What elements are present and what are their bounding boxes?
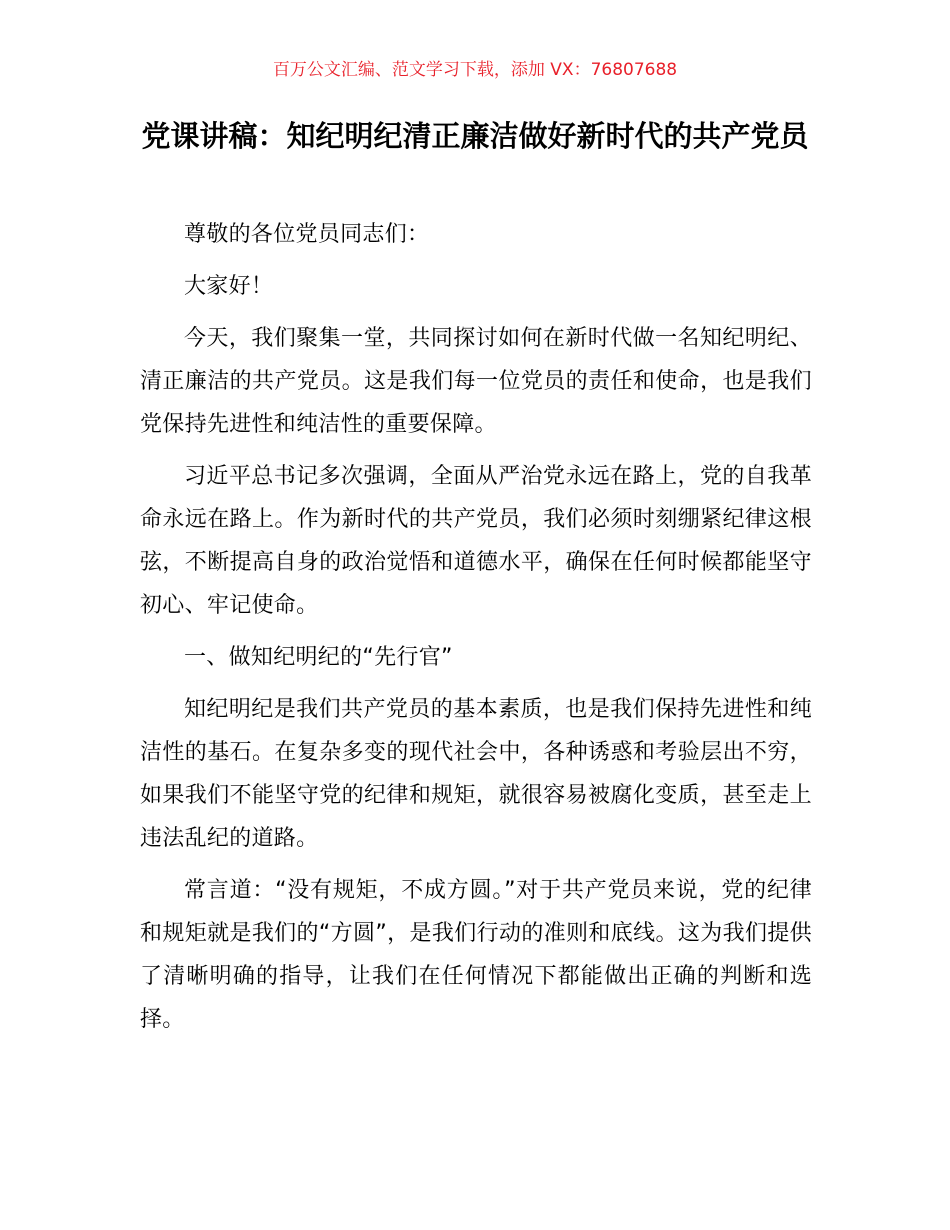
body-paragraph: 习近平总书记多次强调，全面从严治党永远在路上，党的自我革命永远在路上。作为新时代的共产党员，我们必须时刻绷紧纪律这根弦，不断提高自身的政治觉悟和道德水平，确保在任何时候都能坚守初心、牢记使命。 — [140, 464, 812, 618]
greeting: 大家好！ — [184, 274, 274, 299]
body-paragraph: 常言道：“没有规矩，不成方圆。”对于共产党员来说，党的纪律和规矩就是我们的“方圆”，是我们行动的准则和底线。这为我们提供了清晰明确的指导，让我们在任何情况下都能做出正确的判断和选择。 — [140, 878, 812, 1032]
body-paragraph: 知纪明纪是我们共产党员的基本素质，也是我们保持先进性和纯洁性的基石。在复杂多变的现代社会中，各种诱惑和考验层出不穷，如果我们不能坚守党的纪律和规矩，就很容易被腐化变质，甚至走上违法乱纪的道路。 — [140, 697, 812, 851]
section-heading: 一、做知纪明纪的“先行官” — [184, 645, 453, 670]
salutation: 尊敬的各位党员同志们： — [184, 222, 430, 247]
body-paragraph: 今天，我们聚集一堂，共同探讨如何在新时代做一名知纪明纪、清正廉洁的共产党员。这是我们每一位党员的责任和使命，也是我们党保持先进性和纯洁性的重要保障。 — [140, 326, 812, 437]
document-body — [140, 213, 812, 1050]
watermark-header: 百万公文汇编、范文学习下载，添加 VX：76807688 — [272, 60, 678, 80]
document-title: 党课讲稿：知纪明纪清正廉洁做好新时代的共产党员 — [141, 119, 809, 153]
